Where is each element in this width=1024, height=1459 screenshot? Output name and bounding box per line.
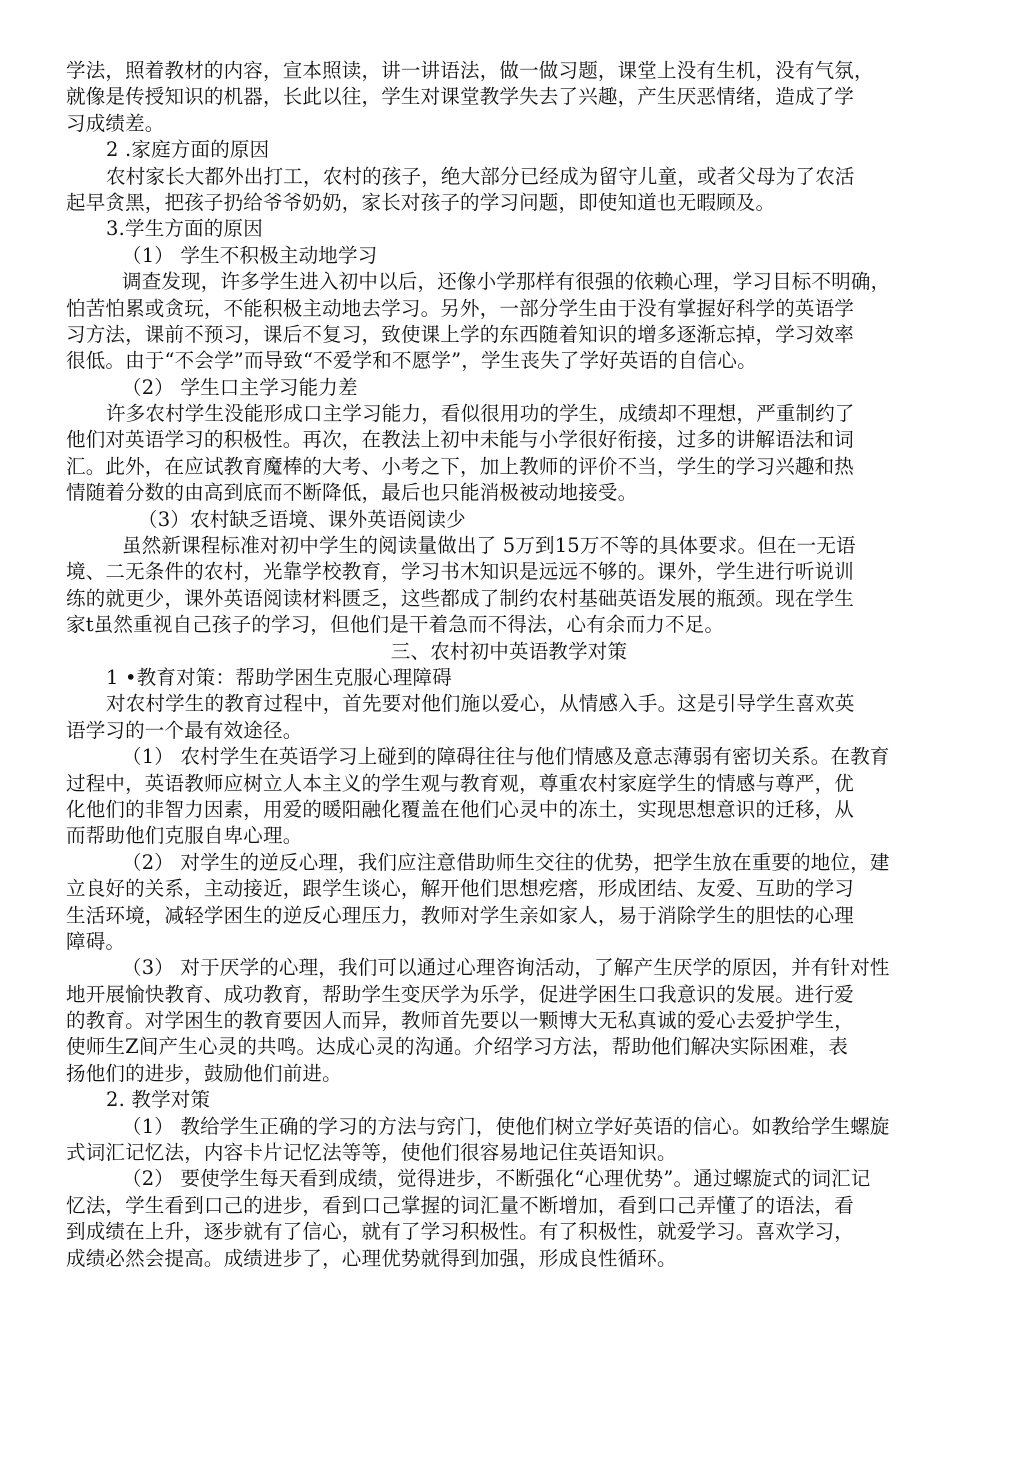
text-line: （2） 要使学生每天看到成绩，觉得进步，不断强化“心理优势”。通过螺旋式的词汇记 xyxy=(122,1167,871,1191)
text-line: 过程中，英语教师应树立人本主义的学生观与教育观，尊重农村家庭学生的情感与尊严，优 xyxy=(66,771,855,795)
text-line: 调查发现，许多学生进入初中以后，还像小学那样有很强的依赖心理，学习目标不明确， xyxy=(122,270,891,294)
text-line: （2） 学生口主学习能力差 xyxy=(122,375,358,399)
text-line: 汇。此外，在应试教育魔棒的大考、小考之下，加上教师的评价不当，学生的学习兴趣和热 xyxy=(66,454,855,478)
text-line: 的教育。对学困生的教育要因人而异，教师首先要以一颗博大无私真诚的爱心去爱护学生， xyxy=(66,1009,855,1033)
text-line: 扬他们的进步，鼓励他们前进。 xyxy=(66,1061,342,1085)
text-line: 3.学生方面的原因 xyxy=(106,217,263,241)
text-line: 化他们的非智力因素，用爱的暖阳融化覆盖在他们心灵中的冻土，实现思想意识的迁移，从 xyxy=(66,797,855,821)
text-line: 虽然新课程标准对初中学生的阅读量做出了 5万到15万不等的具体要求。但在一无语 xyxy=(122,534,856,558)
text-line: 农村家长大都外出打工，农村的孩子，绝大部分已经成为留守儿童，或者父母为了农活 xyxy=(106,164,855,188)
text-line: （1） 学生不积极主动地学习 xyxy=(122,243,378,267)
text-line: 情随着分数的由高到底而不断降低，最后也只能消极被动地接受。 xyxy=(66,481,638,505)
text-line: 很低。由于“不会学”而导致“不爱学和不愿学”，学生丧失了学好英语的自信心。 xyxy=(66,349,757,373)
text-line: （2） 对学生的逆反心理，我们应注意借助师生交往的优势，把学生放在重要的地位，建 xyxy=(122,850,890,874)
text-line: 习方法，课前不预习，课后不复习，致使课上学的东西随着知识的增多逐渐忘掉，学习效率 xyxy=(66,322,855,346)
text-line: （3） 对于厌学的心理，我们可以通过心理咨询活动，了解产生厌学的原因，并有针对性 xyxy=(122,956,890,980)
text-line: 式词汇记忆法，内容卡片记忆法等等，使他们很容易地记住英语知识。 xyxy=(66,1141,677,1165)
section-heading: 三、农村初中英语教学对策 xyxy=(390,639,628,663)
text-line: 到成绩在上升，逐步就有了信心，就有了学习积极性。有了积极性，就爱学习。喜欢学习， xyxy=(66,1220,855,1244)
text-line: 学法，照着教材的内容，宣本照读，讲一讲语法，做一做习题，课堂上没有生机，没有气氛， xyxy=(66,59,874,82)
text-line: 生活环境，减轻学困生的逆反心理压力，教师对学生亲如家人，易于消除学生的胆怯的心理 xyxy=(66,903,855,927)
text-line: 2 .家庭方面的原因 xyxy=(106,138,270,162)
text-line: 忆法，学生看到口己的进步，看到口己掌握的词汇量不断增加，看到口己弄懂了的语法，看 xyxy=(66,1193,855,1217)
text-line: 成绩必然会提高。成绩进步了，心理优势就得到加强，形成良性循环。 xyxy=(66,1246,677,1270)
document-page xyxy=(66,58,952,1272)
text-line: （3）农村缺乏语境、课外英语阅读少 xyxy=(138,507,466,531)
text-line: 使师生Z间产生心灵的共鸣。达成心灵的沟通。介绍学习方法，帮助他们解决实际困难，表 xyxy=(66,1035,849,1059)
text-line: 就像是传授知识的机器，长此以往，学生对课堂教学失去了兴趣，产生厌恶情绪，造成了学 xyxy=(66,85,855,109)
text-line: 家t虽然重视自己孩子的学习，但他们是干着急而不得法，心有余而力不足。 xyxy=(66,613,725,637)
text-line: 许多农村学生没能形成口主学习能力，看似很用功的学生，成绩却不理想，严重制约了 xyxy=(106,402,855,426)
text-line: 1 •教育对策：帮助学困生克服心理障碍 xyxy=(106,665,452,689)
text-line: 对农村学生的教育过程中，首先要对他们施以爱心，从情感入手。这是引导学生喜欢英 xyxy=(106,692,855,716)
text-line: 习成绩差。 xyxy=(66,111,165,135)
text-line: 立良好的关系，主动接近，跟学生谈心，解开他们思想疙瘩，形成团结、友爱、互助的学习 xyxy=(66,877,855,901)
text-line: 境、二无条件的农村，光靠学校教育，学习书木知识是远远不够的。课外，学生进行听说训 xyxy=(66,560,855,584)
text-line: 练的就更少，课外英语阅读材料匮乏，这些都成了制约农村基础英语发展的瓶颈。现在学生 xyxy=(66,586,855,610)
text-line: （1） 农村学生在英语学习上碰到的障碍往往与他们情感及意志薄弱有密切关系。在教育 xyxy=(122,745,890,769)
text-line: 他们对英语学习的积极性。再次，在教法上初中未能与小学很好衔接，过多的讲解语法和词 xyxy=(66,428,855,452)
text-line: 怕苦怕累或贪玩，不能积极主动地去学习。另外，一部分学生由于没有掌握好科学的英语学 xyxy=(66,296,855,320)
text-line: 地开展愉快教育、成功教育，帮助学生变厌学为乐学，促进学困生口我意识的发展。进行爱 xyxy=(66,982,855,1006)
text-line: （1） 教给学生正确的学习的方法与窍门，使他们树立学好英语的信心。如教给学生螺旋 xyxy=(122,1114,890,1138)
text-line: 起早贪黑，把孩子扔给爷爷奶奶，家长对孩子的学习问题，即使知道也无暇顾及。 xyxy=(66,190,776,214)
text-line: 障碍。 xyxy=(66,929,126,953)
text-line: 2. 教学对策 xyxy=(106,1088,211,1112)
text-line: 而帮助他们克服自卑心理。 xyxy=(66,824,303,848)
text-line: 语学习的一个最有效途径。 xyxy=(66,718,303,742)
